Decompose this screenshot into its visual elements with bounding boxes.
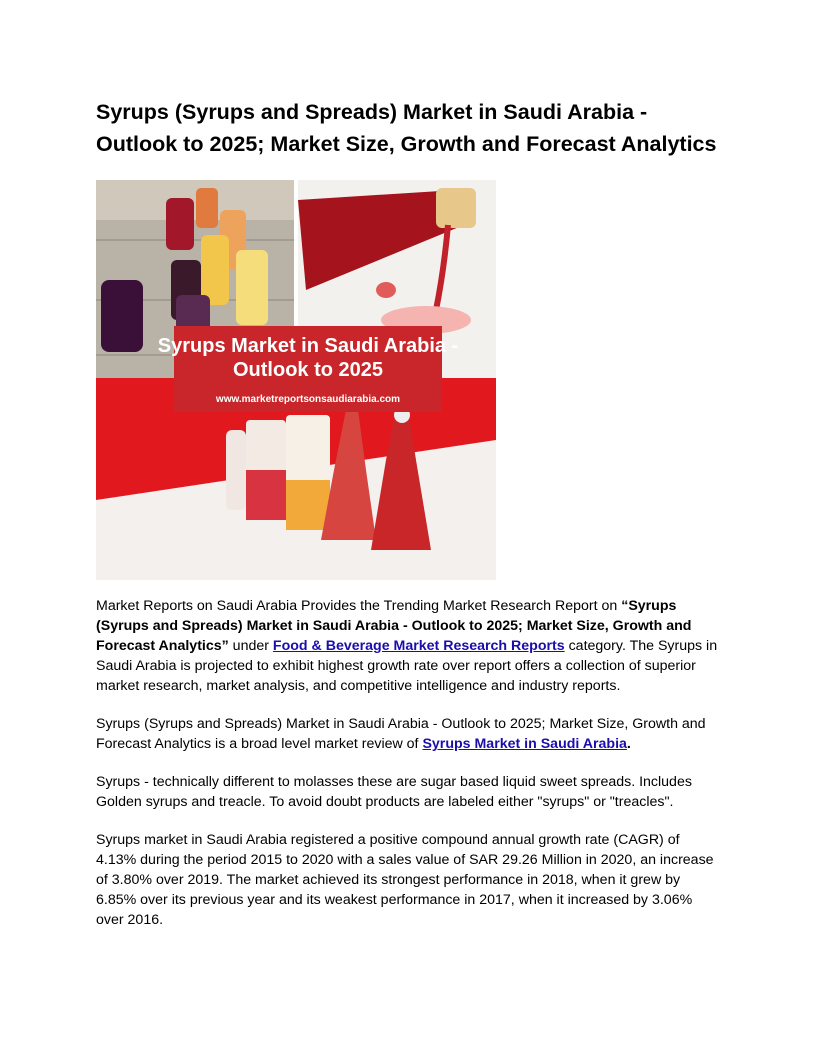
paragraph-growth: Syrups market in Saudi Arabia registered a positive compound annual growth rate (CAGR) of 4.13% during the period 2015 to 2020 with a sales value of SAR 29.26 Million in 2020, an increase of 3.80% over 2019. The market achieved its strongest performance in 2018, when it grew by 6.85% over its previous year and its weakest performance in 2017, when it increased by 3.06% over 2016. <box>96 832 714 928</box>
paragraph-intro: Market Reports on Saudi Arabia Provides the Trending Market Research Report on “Syrups (Syrups and Spreads) Market in Saudi Arabia - Outlook to 2025; Market Size, Growth and Forecast Analytics” under Food & Beverage Market Research Reports category. The Syrups in Saudi Arabia is projected to exhibit highest growth rate over report offers a collection of superior market research, market analysis, and competitive intelligence and industry reports. <box>96 598 718 694</box>
market-link[interactable]: Syrups Market in Saudi Arabia <box>422 736 627 752</box>
report-name: Syrups (Syrups and Spreads) Market in Saudi Arabia - Outlook to 2025; Market Size, Growth and Forecast Analytics <box>96 598 692 654</box>
paragraph-review: Syrups (Syrups and Spreads) Market in Saudi Arabia - Outlook to 2025; Market Size, Growth and Forecast Analytics is a broad level market review of Syrups Market in Saudi Arabia. <box>96 716 706 752</box>
hero-image <box>96 180 496 580</box>
category-link[interactable]: Food & Beverage Market Research Reports <box>272 638 565 654</box>
page-title: Syrups (Syrups and Spreads) Market in Saudi Arabia - Outlook to 2025; Market Size, Growth and Forecast Analytics <box>96 100 717 156</box>
banner-line2: Outlook to 2025 <box>232 359 384 381</box>
paragraph-definition: Syrups - technically different to molasses these are sugar based liquid sweet spreads. Includes Golden syrups and treacle. To avoid doubt products are labeled either "syrups" or "treacles". <box>96 774 692 810</box>
banner-website: www.marketreportsonsaudiarabia.com <box>215 394 401 405</box>
banner-line1: Syrups Market in Saudi Arabia - <box>157 335 459 357</box>
document-page <box>96 96 720 930</box>
